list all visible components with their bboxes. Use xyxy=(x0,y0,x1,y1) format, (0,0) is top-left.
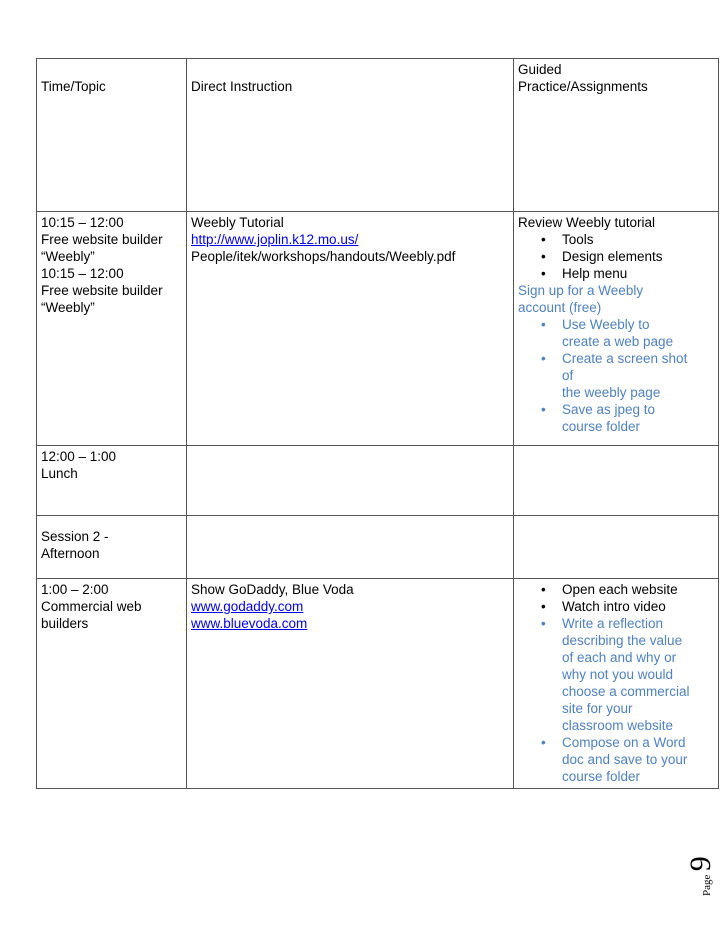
guided-bullet-list xyxy=(518,231,714,282)
list-item: • Design elements xyxy=(562,248,714,265)
list-item-line: • Compose on a Word xyxy=(562,735,686,750)
cell-direct-instruction xyxy=(187,212,514,446)
header-guided-line2: Practice/Assignments xyxy=(518,79,648,94)
topic-line: builders xyxy=(41,616,89,631)
list-item-line: of each and why or xyxy=(562,650,677,665)
cell-guided-practice xyxy=(514,579,719,789)
weebly-tutorial-path: People/itek/workshops/handouts/Weebly.pdf xyxy=(191,249,456,264)
list-item-line: • Create a screen shot xyxy=(562,351,688,366)
header-direct-instruction: Direct Instruction xyxy=(191,79,293,94)
page-word: Page xyxy=(701,874,713,896)
godaddy-link[interactable]: www.godaddy.com xyxy=(191,599,304,614)
topic-line: “Weebly” xyxy=(41,300,95,315)
list-item-line: choose a commercial xyxy=(562,684,690,699)
session-line: Afternoon xyxy=(41,546,100,561)
time-line: 12:00 – 1:00 xyxy=(41,449,117,464)
list-item-line: the weebly page xyxy=(562,385,661,400)
cell-guided-practice xyxy=(514,516,719,579)
list-item-line: describing the value xyxy=(562,633,683,648)
list-item: • Open each website xyxy=(562,581,714,598)
header-cell-guided-practice xyxy=(514,59,719,212)
instruction-title: Show GoDaddy, Blue Voda xyxy=(191,582,354,597)
time-line: 10:15 – 12:00 xyxy=(41,215,124,230)
header-cell-time-topic xyxy=(37,59,187,212)
list-item xyxy=(562,615,714,734)
page-number xyxy=(680,848,720,898)
list-item-line: site for your xyxy=(562,701,633,716)
list-item-line: doc and save to your xyxy=(562,752,688,767)
time-line: 1:00 – 2:00 xyxy=(41,582,109,597)
header-time-topic: Time/Topic xyxy=(41,79,106,94)
assignment-bullet-list xyxy=(518,316,714,435)
list-item-line: of xyxy=(562,368,574,383)
topic-line: Free website builder xyxy=(41,283,163,298)
list-item-line: • Use Weebly to xyxy=(562,317,650,332)
cell-direct-instruction xyxy=(187,446,514,516)
guided-bullet-list xyxy=(518,581,714,785)
weebly-tutorial-link[interactable]: http://www.joplin.k12.mo.us/ xyxy=(191,232,359,247)
list-item: • Watch intro video xyxy=(562,598,714,615)
cell-time-topic xyxy=(37,516,187,579)
session-line: Session 2 - xyxy=(41,529,109,544)
table-row xyxy=(37,579,719,789)
signup-text: Sign up for a Weebly account (free) xyxy=(518,283,644,315)
bluevoda-link[interactable]: www.bluevoda.com xyxy=(191,616,308,631)
cell-guided-practice xyxy=(514,212,719,446)
header-guided-line1: Guided xyxy=(518,62,562,77)
topic-line: “Weebly” xyxy=(41,249,95,264)
list-item xyxy=(562,316,714,350)
list-item xyxy=(562,401,714,435)
cell-direct-instruction xyxy=(187,579,514,789)
list-item-line: create a web page xyxy=(562,334,674,349)
list-item-line: course folder xyxy=(562,419,641,434)
list-item xyxy=(562,350,714,401)
cell-time-topic xyxy=(37,446,187,516)
cell-time-topic xyxy=(37,579,187,789)
guided-intro: Review Weebly tutorial xyxy=(518,215,656,230)
instruction-title: Weebly Tutorial xyxy=(191,215,284,230)
table-header-row xyxy=(37,59,719,212)
list-item-line: why not you would xyxy=(562,667,674,682)
table-row xyxy=(37,516,719,579)
list-item xyxy=(562,734,714,785)
list-item-line: course folder xyxy=(562,769,641,784)
topic-line: Free website builder xyxy=(41,232,163,247)
topic-line: Commercial web xyxy=(41,599,142,614)
table-row xyxy=(37,212,719,446)
time-line: 10:15 – 12:00 xyxy=(41,266,124,281)
cell-direct-instruction xyxy=(187,516,514,579)
header-cell-direct-instruction xyxy=(187,59,514,212)
page-digit: 9 xyxy=(684,856,717,872)
table-row xyxy=(37,446,719,516)
cell-guided-practice xyxy=(514,446,719,516)
topic-line: Lunch xyxy=(41,466,78,481)
list-item: • Tools xyxy=(562,231,714,248)
cell-time-topic xyxy=(37,212,187,446)
list-item: • Help menu xyxy=(562,265,714,282)
list-item-line: • Save as jpeg to xyxy=(562,402,656,417)
lesson-plan-table xyxy=(36,58,719,789)
list-item-line: classroom website xyxy=(562,718,674,733)
list-item-line: • Write a reflection xyxy=(562,616,664,631)
